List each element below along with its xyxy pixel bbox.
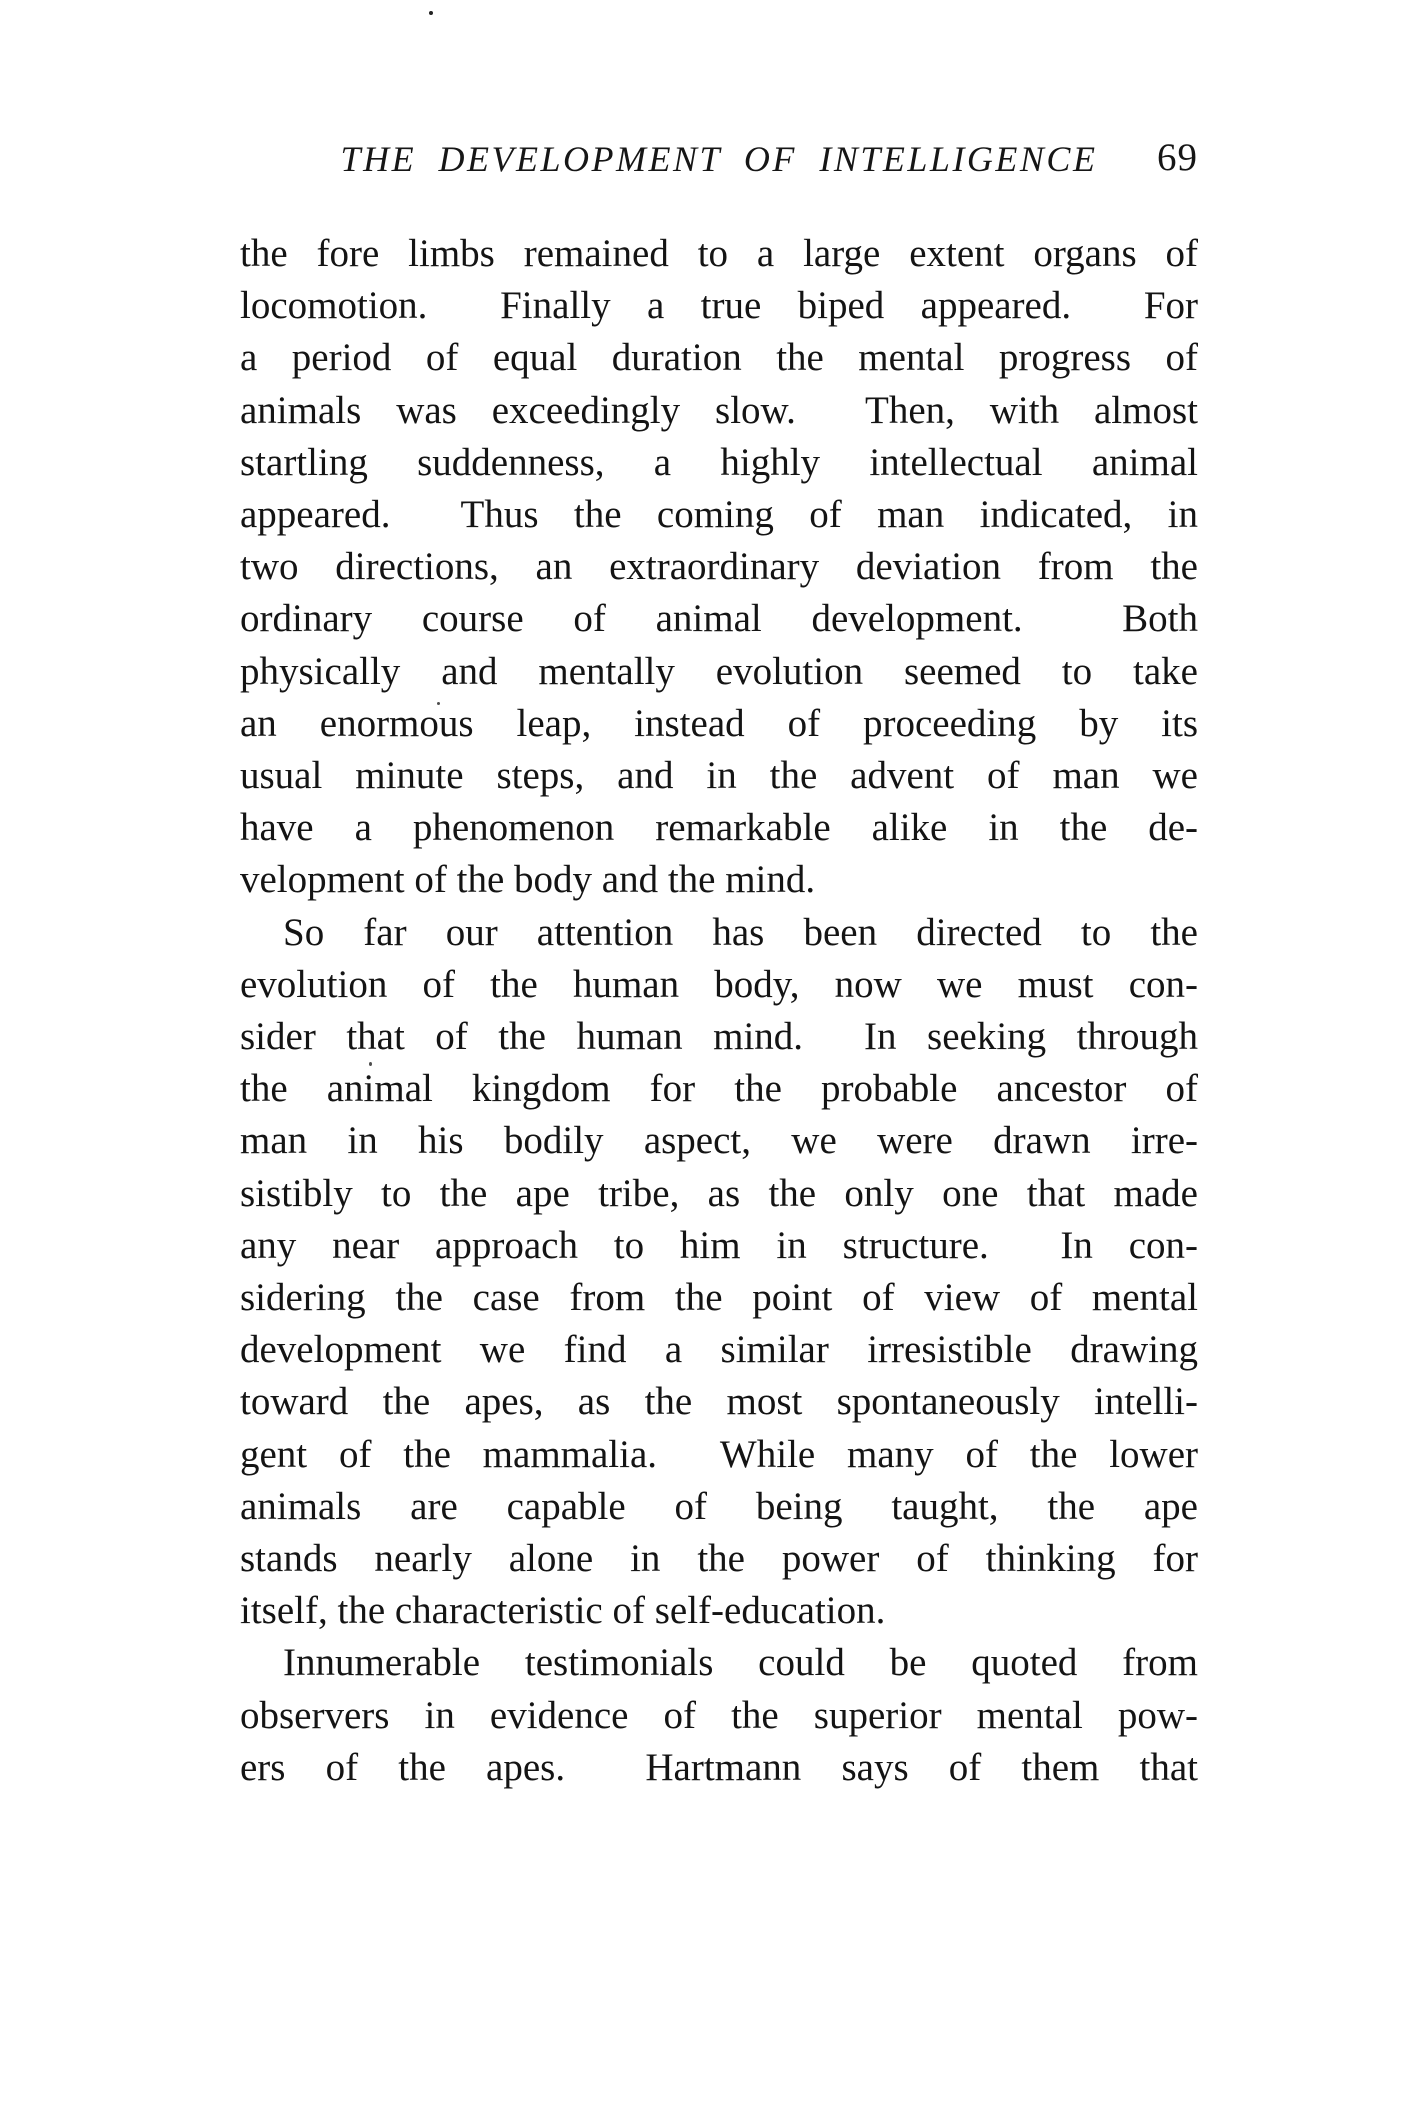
text-line: the animal kingdom for the probable ancestor of — [240, 1067, 1198, 1111]
text-line: ers of the apes. Hartmann says of them that — [240, 1745, 1198, 1789]
text-line: velopment of the body and the mind. — [240, 858, 816, 902]
scan-speck — [429, 11, 433, 15]
text-line: development we find a similar irresistible drawing — [240, 1328, 1198, 1372]
text-line: sider that of the human mind. In seeking through — [240, 1015, 1198, 1059]
text-line: ordinary course of animal development. Both — [240, 597, 1198, 641]
body-text — [240, 228, 1198, 1794]
text-line: physically and mentally evolution seemed to take — [240, 649, 1198, 693]
text-line: evolution of the human body, now we must con- — [240, 962, 1198, 1006]
text-line: usual minute steps, and in the advent of man we — [240, 754, 1198, 798]
running-title: THE DEVELOPMENT OF INTELLIGENCE — [340, 139, 1098, 179]
text-line: gent of the mammalia. While many of the lower — [240, 1432, 1198, 1476]
text-line: the fore limbs remained to a large extent organs of — [240, 232, 1198, 275]
text-line: So far our attention has been directed to the — [283, 910, 1198, 954]
text-line: two directions, an extraordinary deviation from the — [240, 545, 1198, 589]
text-line: stands nearly alone in the power of thinking for — [240, 1537, 1198, 1581]
text-line: sistibly to the ape tribe, as the only one that made — [240, 1171, 1198, 1215]
text-line: man in his bodily aspect, we were drawn irre- — [240, 1119, 1198, 1163]
page-number: 69 — [1157, 136, 1198, 179]
text-line: appeared. Thus the coming of man indicated, in — [240, 493, 1198, 537]
text-line: an enormous leap, instead of proceeding by its — [240, 701, 1198, 745]
text-line: observers in evidence of the superior mental pow- — [240, 1693, 1198, 1737]
text-line: any near approach to him in structure. In con- — [240, 1223, 1198, 1267]
text-line: itself, the characteristic of self-education. — [240, 1589, 886, 1633]
text-line: a period of equal duration the mental progress of — [240, 336, 1198, 380]
running-header — [240, 138, 1198, 182]
text-line: locomotion. Finally a true biped appeared. For — [240, 284, 1198, 328]
text-line: Innumerable testimonials could be quoted from — [283, 1641, 1198, 1685]
text-line: animals was exceedingly slow. Then, with almost — [240, 388, 1198, 432]
text-line: startling suddenness, a highly intellectual animal — [240, 440, 1198, 484]
text-line: toward the apes, as the most spontaneously intelli- — [240, 1380, 1198, 1424]
text-line: have a phenomenon remarkable alike in the de- — [240, 806, 1198, 850]
text-line: animals are capable of being taught, the ape — [240, 1484, 1198, 1528]
text-line: sidering the case from the point of view of mental — [240, 1276, 1198, 1320]
